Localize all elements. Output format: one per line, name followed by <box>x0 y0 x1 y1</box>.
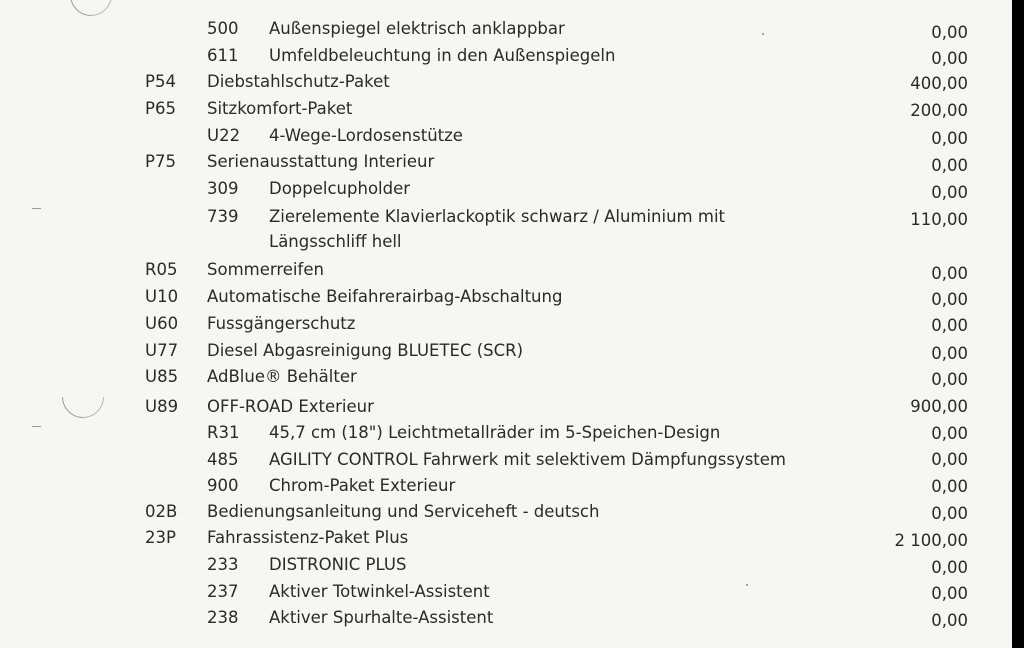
option-price: 0,00 <box>931 611 968 630</box>
option-description: Diesel Abgasreinigung BLUETEC (SCR) <box>207 341 524 360</box>
option-price: 0,00 <box>931 450 968 469</box>
option-price: 0,00 <box>931 129 968 148</box>
list-item <box>0 177 1012 201</box>
option-description: Doppelcupholder <box>269 179 411 198</box>
option-description: Sitzkomfort-Paket <box>207 99 353 118</box>
option-code: R31 <box>207 423 240 442</box>
list-item <box>0 150 1012 174</box>
option-price: 0,00 <box>931 23 968 42</box>
option-description: Automatische Beifahrerairbag-Abschaltung <box>207 287 563 306</box>
option-code: 900 <box>207 476 239 495</box>
option-description: DISTRONIC PLUS <box>269 555 407 574</box>
option-code: 238 <box>207 608 239 627</box>
option-code: 485 <box>207 450 239 469</box>
option-price: 0,00 <box>931 424 968 443</box>
option-price: 0,00 <box>931 504 968 523</box>
option-code: 02B <box>145 502 178 521</box>
list-item <box>0 395 1012 419</box>
list-item <box>0 526 1012 550</box>
list-item <box>0 553 1012 577</box>
option-description: Aktiver Spurhalte-Assistent <box>269 608 494 627</box>
list-item <box>0 580 1012 604</box>
option-description-continuation: Längsschliff hell <box>269 232 402 251</box>
option-description: Fussgängerschutz <box>207 314 356 333</box>
list-item <box>0 285 1012 309</box>
option-code: 23P <box>145 528 176 547</box>
list-item <box>0 474 1012 498</box>
option-description: Diebstahlschutz-Paket <box>207 72 390 91</box>
list-item <box>0 97 1012 121</box>
option-code: 237 <box>207 582 239 601</box>
option-price: 0,00 <box>931 584 968 603</box>
option-price: 0,00 <box>931 316 968 335</box>
option-price: 0,00 <box>931 290 968 309</box>
list-item <box>0 448 1012 472</box>
option-price: 200,00 <box>910 101 968 120</box>
option-price: 0,00 <box>931 156 968 175</box>
option-description: 45,7 cm (18") Leichtmetallräder im 5-Speichen-Design <box>269 423 721 442</box>
option-price: 400,00 <box>910 74 968 93</box>
option-price: 0,00 <box>931 477 968 496</box>
option-description: Aktiver Totwinkel-Assistent <box>269 582 490 601</box>
option-description: AGILITY CONTROL Fahrwerk mit selektivem Dämpfungssystem <box>269 450 786 469</box>
list-item <box>0 365 1012 389</box>
option-description: Außenspiegel elektrisch anklappbar <box>269 19 565 38</box>
option-description: Fahrassistenz-Paket Plus <box>207 528 409 547</box>
option-price: 0,00 <box>931 49 968 68</box>
option-price: 2 100,00 <box>894 531 968 550</box>
option-price: 110,00 <box>910 210 968 229</box>
list-item <box>0 312 1012 336</box>
option-price: 0,00 <box>931 370 968 389</box>
option-description: AdBlue® Behälter <box>207 367 357 386</box>
option-code: 611 <box>207 46 239 65</box>
list-item <box>0 421 1012 445</box>
option-code: P75 <box>145 152 176 171</box>
option-code: 233 <box>207 555 239 574</box>
list-item <box>0 205 1012 229</box>
option-description: Sommerreifen <box>207 260 324 279</box>
option-code: U10 <box>145 287 179 306</box>
list-item <box>0 258 1012 282</box>
option-code: P54 <box>145 72 176 91</box>
option-price: 0,00 <box>931 264 968 283</box>
option-price: 0,00 <box>931 183 968 202</box>
option-code: 309 <box>207 179 239 198</box>
option-code: U85 <box>145 367 179 386</box>
option-description: 4-Wege-Lordosenstütze <box>269 126 463 145</box>
option-code: 500 <box>207 19 239 38</box>
option-description: OFF-ROAD Exterieur <box>207 397 374 416</box>
option-code: U77 <box>145 341 179 360</box>
list-item <box>0 44 1012 68</box>
list-item <box>0 339 1012 363</box>
list-item <box>0 70 1012 94</box>
option-description: Bedienungsanleitung und Serviceheft - deutsch <box>207 502 600 521</box>
option-code: U89 <box>145 397 179 416</box>
option-code: P65 <box>145 99 176 118</box>
option-description: Zierelemente Klavierlackoptik schwarz / Aluminium mit <box>269 207 726 226</box>
option-description: Umfeldbeleuchtung in den Außenspiegeln <box>269 46 616 65</box>
list-item <box>0 500 1012 524</box>
option-description: Chrom-Paket Exterieur <box>269 476 456 495</box>
option-description: Serienausstattung Interieur <box>207 152 435 171</box>
option-code: U22 <box>207 126 241 145</box>
option-code: U60 <box>145 314 179 333</box>
list-item <box>0 606 1012 630</box>
option-code: 739 <box>207 207 239 226</box>
option-price: 0,00 <box>931 558 968 577</box>
option-price: 900,00 <box>910 397 968 416</box>
option-price: 0,00 <box>931 344 968 363</box>
list-item <box>0 17 1012 41</box>
list-item <box>0 124 1012 148</box>
option-code: R05 <box>145 260 178 279</box>
